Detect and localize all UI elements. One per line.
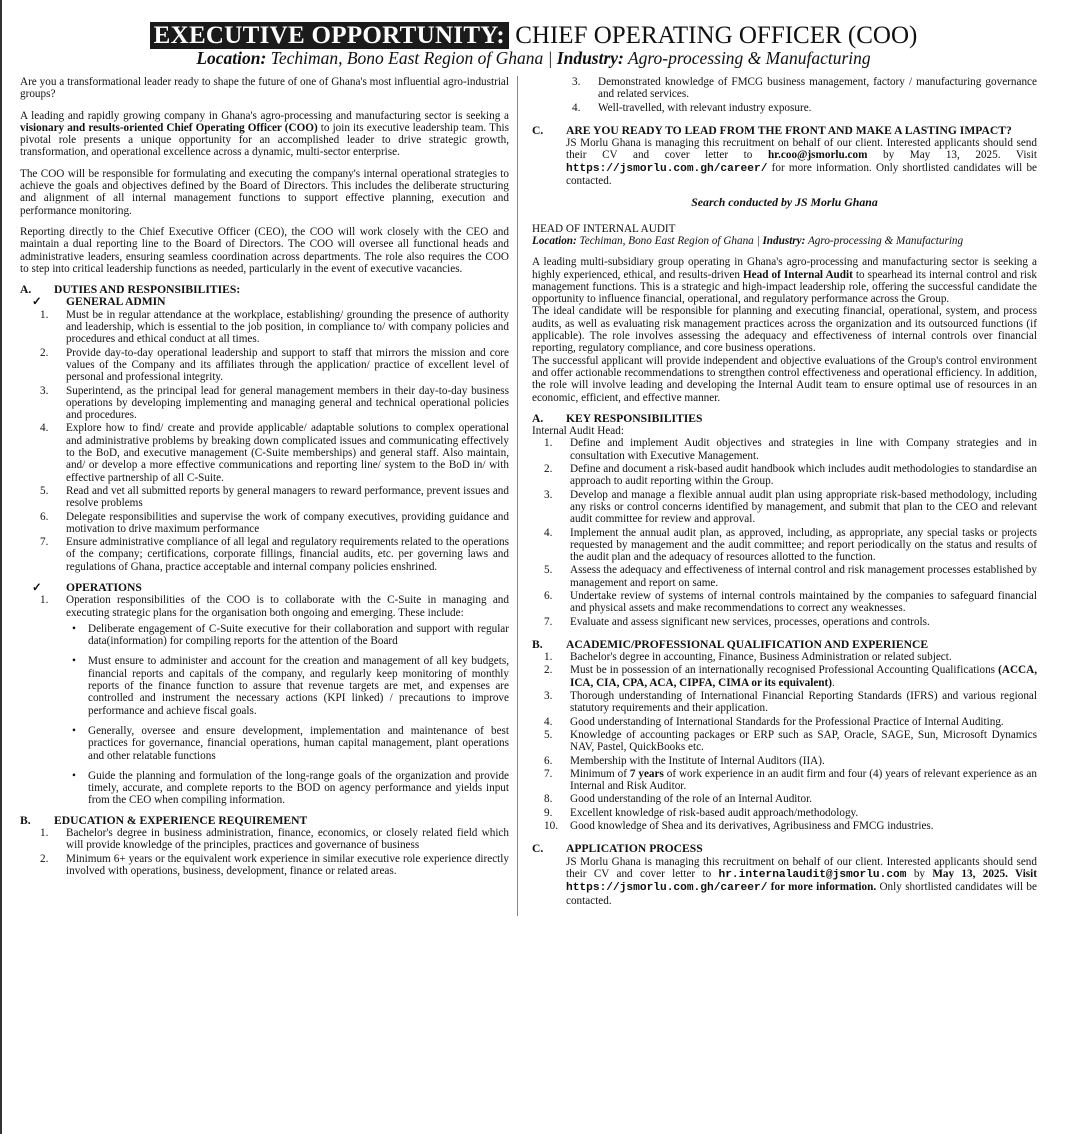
list-item: 5. Assess the adequacy and effectiveness of internal control and risk management processes established by management and report on same. [544,564,1037,589]
coo-career-link[interactable]: https://jsmorlu.com.gh/career/ [566,162,768,175]
operations-heading: ✓ OPERATIONS [32,580,142,594]
list-item: 7. Ensure administrative compliance of all legal and regulatory requirements related to the operations of the company; certifications, corporate fillings, financial audits, etc. per governing laws and regulations of Ghana, practice acceptable and internal company policies enshrined. [40,536,509,573]
list-item: 1. Bachelor's degree in accounting, Finance, Business Administration or related subject. [544,651,952,664]
check-icon: ✓ [32,580,42,594]
operations-bullets [72,623,509,807]
qualification-list [544,651,1037,832]
check-icon: ✓ [32,295,42,309]
list-item: 1. Must be in regular attendance at the workplace, establishing/ grounding the presence of authority and leadership, which is essential to the job position, in compliance to/ with company policies and procedures and ethical conduct at all times. [40,308,509,346]
audit-location-line: Location: Techiman, Bono East Region of Ghana | Industry: Agro-processing & Manufacturing [532,234,964,247]
internal-audit-head-label: Internal Audit Head: [532,425,624,438]
title-rest: CHIEF OPERATING OFFICER (COO) [509,22,918,49]
section-education-heading: B. EDUCATION & EXPERIENCE REQUIREMENT [20,813,308,827]
list-item: 5. Knowledge of accounting packages or ERP such as SAP, Oracle, SAGE, Sun, Microsoft Dynamics NAV, Pastel, QuickBooks etc. [544,728,1037,754]
coo-intro-1: Are you a transformational leader ready to shape the future of one of Ghana's most influential agro-industrial groups? [20,76,509,101]
list-item: 6. Delegate responsibilities and supervise the work of company executives, providing guidance and motivation to drive maximum performance [40,510,509,535]
list-item: 4. Well-travelled, with relevant industry exposure. [572,101,812,114]
list-item: 5. Read and vet all submitted reports by general managers to reward performance, prevent issues and resolve problems [40,484,509,510]
list-item: 7. Minimum of 7 years of work experience in an audit firm and four (4) years of relevant experience as an Internal and Risk Auditor. [544,767,1037,793]
industry-value: Agro-processing & Manufacturing [623,48,871,68]
bullet-item: • Must ensure to administer and account for the creation and management of all key budgets, financial reports and capitals of the company, and regularly keep monitoring of monthly reports of the finance function to assure that revenue targets are met, and expenses are controlled and instrument the necessary actions (KPI linked) / precautions to improve performance and achieve fiscal goals. [72,655,509,717]
list-item: 10. Good knowledge of Shea and its derivatives, Agribusiness and FMCG industries. [544,820,934,833]
list-item: 7. Evaluate and assess significant new services, processes, operations and controls. [544,615,930,628]
location-label: Location: [196,48,267,68]
section-key-resp-heading: A. KEY RESPONSIBILITIES [532,411,703,425]
general-admin-heading: ✓ GENERAL ADMIN [32,295,166,309]
audit-intro-3: The successful applicant will provide independent and objective evaluations of the Group's control environment and offer actionable recommendations to strengthen control effectiveness and operational efficiency. In addition, the role will involve leading and developing the Internal Audit team to ensure optimal use of resources in an economic, efficient, and effective manner. [532,354,1037,404]
bullet-item: • Guide the planning and formulation of the long-range goals of the organization and provide timely, accurate, and complete reports to the BOD on agency performance and yields input from the CEO when compiling information. [72,769,509,807]
search-conducted-by: Search conducted by JS Morlu Ghana [691,195,878,210]
education-list [40,827,509,877]
list-item: 2. Provide day-to-day operational leadership and support to staff that mirrors the mission and core values of the Company and its affiliates through the application/ practice of excellent level of personal and professional integrity. [40,346,509,384]
audit-role-name: Head of Internal Audit [742,268,853,281]
key-responsibilities-list [544,437,1037,627]
list-item: 4. Good understanding of International Standards for the Professional Practice of Internal Auditing. [544,715,1004,728]
list-item: 6. Membership with the Institute of Internal Auditors (IIA). [544,754,825,767]
list-item: 1. Define and implement Audit objectives and strategies in line with Company strategies and in consultation with Executive Management. [544,437,1037,462]
coo-column [20,76,518,916]
list-item: 3. Develop and manage a flexible annual audit plan using appropriate risk-based methodology, including any risks or control concerns identified by management, and submit that plan to the CEO and relevant audit committee for review and approval. [544,488,1037,526]
section-qualification-heading: B. ACADEMIC/PROFESSIONAL QUALIFICATION AND EXPERIENCE [532,637,929,651]
list-item: 1. Bachelor's degree in business administration, finance, economics, or closely related field which will provide knowledge of the principles, practices and governance of business [40,827,509,852]
coo-intro-3: The COO will be responsible for formulating and executing the company's internal operational strategies to achieve the goals and objectives defined by the Board of Directors. This includes the deliberate structuring and alignment of all internal management functions to support effective planning, execution and performance monitoring. [20,167,509,217]
list-item: 3. Superintend, as the principal lead for general management members in their day-to-day business operations by developing implementing and managing general and technical operational policies and procedures. [40,384,509,422]
coo-application-text: JS Morlu Ghana is managing this recruitment on behalf of our client. Interested applicants should send their CV and cover letter to hr.coo@jsmorlu.com by May 13, 2025. Visit https://jsmorlu.com.gh/career/ for more information. Only shortlisted candidates will be contacted. [566,137,1037,188]
coo-intro-2: A leading and rapidly growing company in Ghana's agro-processing and manufacturing sector is seeking a visionary and results-oriented Chief Operating Officer (COO) to join its executive leadership team. This pivotal role presents a unique opportunity for an accomplished leader to drive strategic growth, transformation, and operational excellence across a dynamic, multi-sector enterprise. [20,109,509,159]
list-item: 8. Good understanding of the role of an Internal Auditor. [544,793,813,806]
location-value: Techiman, Bono East Region of Ghana | [266,48,557,68]
page-title [20,22,1047,49]
audit-intro-2: The ideal candidate will be responsible for planning and executing financial, operational, system, and process audits, as well as evaluating risk management practices across the organization and its outsourced functions (if applicable). The role involves assessing the adequacy and effectiveness of internal controls over financial reporting, regulatory compliance, and core business operations. [532,305,1037,355]
coo-email-link[interactable]: hr.coo@jsmorlu.com [767,149,868,162]
coo-role-name: visionary and results-oriented Chief Operating Officer (COO) [20,121,318,134]
list-item: 3. Thorough understanding of International Financial Reporting Standards (IFRS) and various regional statutory requirements and their application. [544,690,1037,715]
list-item: 2. Must be in possession of an internationally recognised Professional Accounting Qualifications (ACCA, ICA, CIA, CPA, ACA, CIPFA, CIMA or its equivalent). [544,664,1037,689]
industry-label: Industry: [556,48,624,68]
header [20,22,1047,68]
list-item: 1. Operation responsibilities of the COO is to collaborate with the C-Suite in managing and executing strategic plans for the organisation both ongoing and emerging. These include: [40,594,509,619]
education-list-continued [572,76,1037,114]
location-line [20,49,1047,68]
audit-career-link[interactable]: https://jsmorlu.com.gh/career/ [566,882,768,895]
audit-intro-1: A leading multi-subsidiary group operating in Ghana's agro-processing and manufacturing sector is seeking a highly experienced, ethical, and results-driven Head of Internal Audit to spearhead its internal control and risk management functions. This is a strategic and high-impact leadership role, offering the successful candidate the opportunity to influence financial, operational, and regulatory performance across the Group. [532,256,1037,306]
bullet-item: • Deliberate engagement of C-Suite executive for their collaboration and support with regular data(information) for compiling reports for the attention of the Board [72,622,509,648]
general-admin-list [40,309,509,573]
section-lead-heading: C. ARE YOU READY TO LEAD FROM THE FRONT AND MAKE A LASTING IMPACT? [532,123,1012,137]
operations-list [40,594,509,619]
audit-application-text: JS Morlu Ghana is managing this recruitment on behalf of our client. Interested applicants should send their CV and cover letter to hr.internalaudit@jsmorlu.com by May 13, 2025. Visit https://jsmorlu.com.gh/career/ for more information. Only shortlisted candidates will be contacted. [566,855,1037,907]
list-item: 4. Implement the annual audit plan, as approved, including, as appropriate, any special tasks or projects requested by management and the audit committee; and report periodically on the status and results of the audit plan and the adequacy of resources allotted to the function. [544,526,1037,564]
list-item: 6. Undertake review of systems of internal controls maintained by the companies to safeguard financial and physical assets and make recommendations to correct any weaknesses. [544,589,1037,615]
list-item: 2. Define and document a risk-based audit handbook which includes audit methodologies to standardise an approach to audit reporting within the Group. [544,463,1037,488]
audit-title: HEAD OF INTERNAL AUDIT [532,222,676,235]
list-item: 9. Excellent knowledge of risk-based audit approach/methodology. [544,806,859,819]
title-highlight: EXECUTIVE OPPORTUNITY: [150,22,509,49]
audit-email-link[interactable]: hr.internalaudit@jsmorlu.com [718,868,907,881]
section-duties-heading: A. DUTIES AND RESPONSIBILITIES: [20,283,241,297]
coo-intro-4: Reporting directly to the Chief Executive Officer (CEO), the COO will work closely with the CEO and maintain a dual reporting line to the Board of Directors. The COO will oversee all functional heads and administrative leaders, ensuring seamless coordination across departments. The role also requires the COO to step into critical leadership functions as needed, particularly in the event of executive vacancies. [20,225,509,275]
list-item: 4. Explore how to find/ create and provide applicable/ adaptable solutions to complex operational and administrative problems by breaking down complicated issues and communicating effectively to the BoD, and executive management (C-Suite memberships) and general staff. Also maintain, and/ or develop a more effective communications and reporting line/ system to the BoD in/ with effective partnership of all C-Suite. [40,422,509,484]
list-item: 2. Minimum 6+ years or the equivalent work experience in similar executive role experience directly involved with operations, business, development, finance or related areas. [40,852,509,877]
list-item: 3. Demonstrated knowledge of FMCG business management, factory / manufacturing governance and related services. [572,76,1037,101]
bullet-item: • Generally, oversee and ensure development, implementation and maintenance of best practices for governance, financial operations, human capital management, plant operations and other relatable functions [72,724,509,762]
audit-column [532,76,1037,916]
section-application-heading: C. APPLICATION PROCESS [532,842,703,856]
